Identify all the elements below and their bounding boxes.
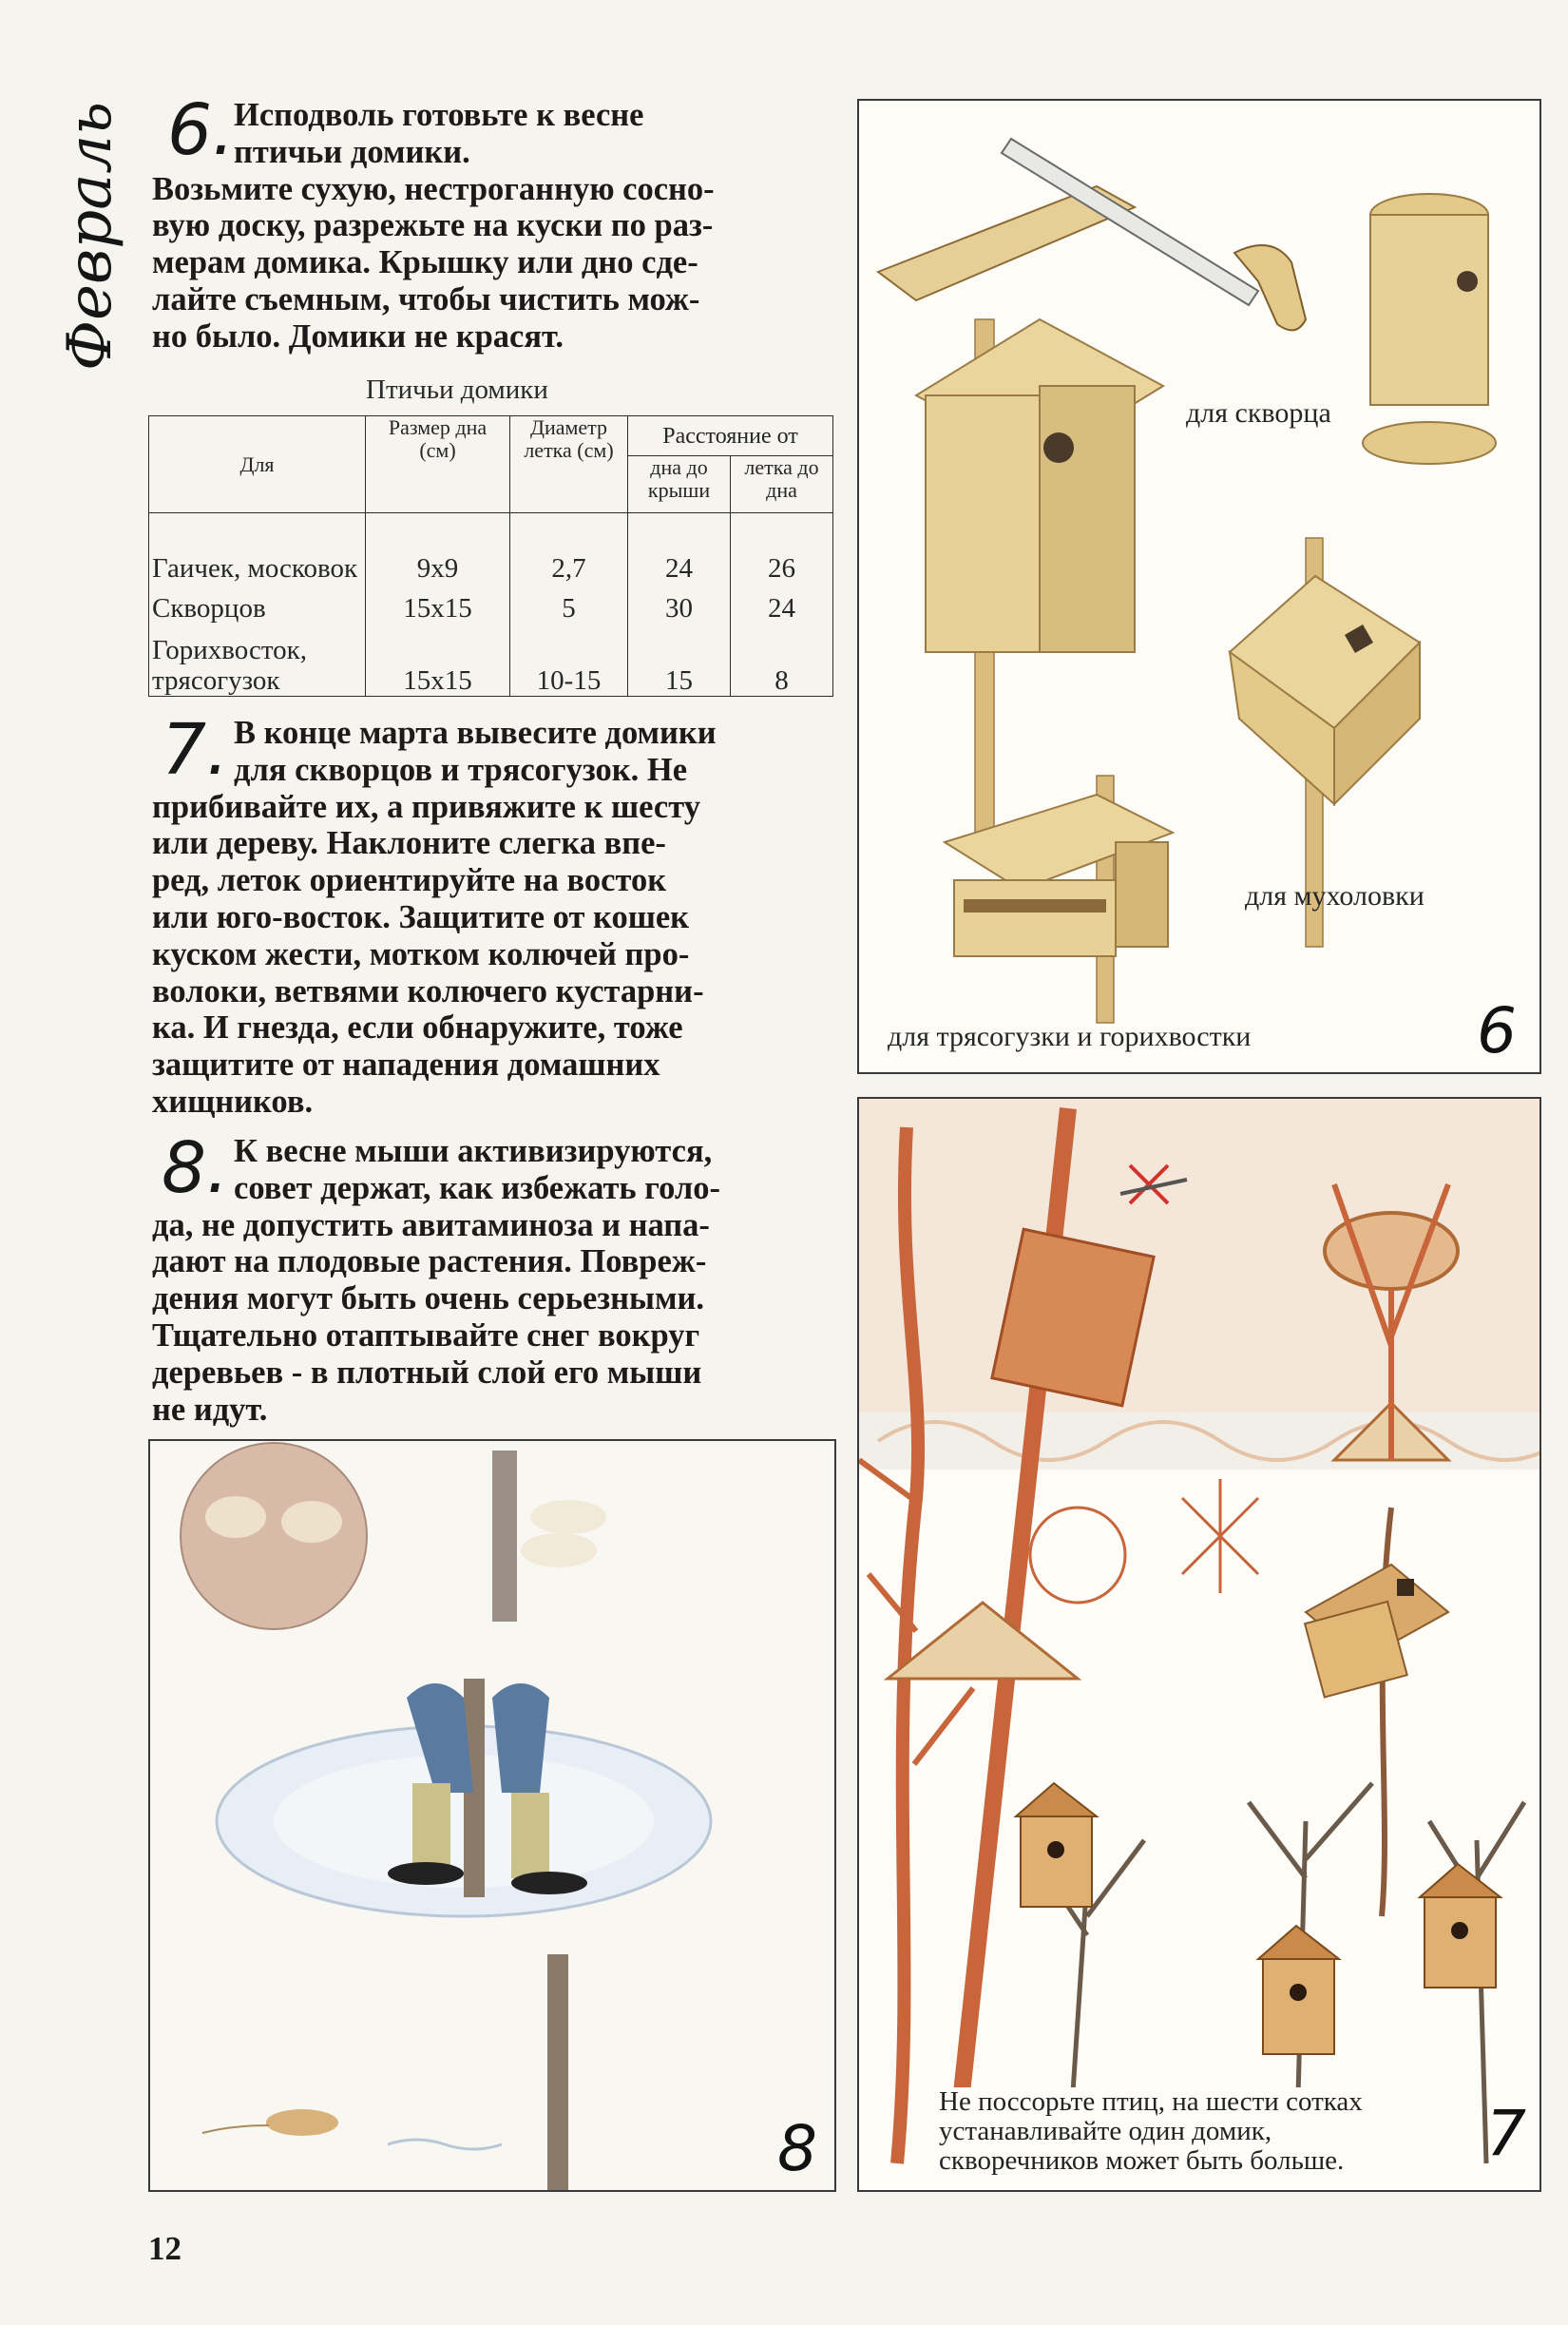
text-line: ред, леток ориентируйте на восток (152, 862, 667, 899)
text-line: или юго-восток. Защитите от кошек (152, 898, 690, 935)
text-line: или дереву. Наклоните слегка впе- (152, 825, 666, 862)
figure-8-mice (148, 1439, 836, 2192)
row-to-roof: 24 (628, 513, 731, 584)
caption-line: устанавливайте один домик, (939, 2116, 1272, 2146)
birdhouse-illustrations (859, 101, 1539, 1072)
label-wagtail: для трясогузки и горихвостки (888, 1021, 1252, 1052)
section-7-text (152, 709, 834, 1121)
text-line: совет держат, как избежать голо- (234, 1169, 720, 1206)
text-line: Возьмите сухую, нестроганную сосно- (152, 170, 715, 207)
table-row (149, 624, 833, 696)
section-7-number: 7. (162, 709, 229, 791)
text-line: но было. Домики не красят. (152, 317, 564, 355)
text-line: хищников. (152, 1083, 314, 1120)
burrow-circle (181, 1443, 367, 1629)
nest (1325, 1213, 1458, 1289)
text-line: птичьи домики. (234, 133, 470, 170)
text-line: деревьев - в плотный слой его мыши (152, 1354, 702, 1391)
row-name: Горихвосток, трясогузок (149, 624, 366, 696)
label-flycatcher: для мухоловки (1245, 880, 1425, 912)
mouse (266, 2109, 338, 2136)
header-to-bottom: летка до дна (731, 456, 833, 513)
tree-protection-illustration (859, 1099, 1539, 2190)
text-line: прибивайте их, а привяжите к шесту (152, 788, 700, 825)
figure-6-number: 6 (1477, 994, 1517, 1067)
text-line: да, не допустить авитаминоза и напа- (152, 1206, 710, 1243)
text-line: вую доску, разрежьте на куски по раз- (152, 207, 714, 244)
row-to-bottom: 24 (731, 584, 833, 624)
row-diameter: 2,7 (510, 513, 628, 584)
text-line: не идут. (152, 1391, 268, 1428)
row-to-bottom: 26 (731, 513, 833, 584)
figure-6-birdhouses (857, 99, 1541, 1074)
row-size: 9x9 (366, 513, 510, 584)
row-name: Скворцов (149, 584, 366, 624)
text-line: дают на плодовые растения. Повреж- (152, 1243, 707, 1280)
header-for: Для (149, 416, 366, 513)
row-name: Гаичек, московок (149, 513, 366, 584)
text-line: ка. И гнезда, если обнаружите, тоже (152, 1009, 683, 1047)
figure-7-number: 7 (1486, 2097, 1526, 2170)
header-distance: Расстояние от (628, 416, 833, 456)
barbed-wire-coil (1030, 1508, 1125, 1603)
text-line: дения могут быть очень серьезными. (152, 1280, 704, 1317)
text-line: Тщательно отаптывайте снег вокруг (152, 1316, 700, 1354)
text-line: К весне мыши активизируются, (234, 1133, 713, 1169)
row-to-roof: 15 (628, 624, 731, 696)
small-birdhouses (1016, 1783, 1501, 2054)
text-line: для скворцов и трясогузок. Не (234, 751, 688, 788)
tree-stem (492, 1451, 517, 1622)
entrance-hole (1457, 271, 1478, 292)
text-line: лайте съемным, чтобы чистить мож- (152, 280, 700, 317)
starling-house (926, 395, 1040, 652)
row-to-bottom: 8 (731, 624, 833, 696)
page-number: 12 (148, 2230, 182, 2267)
text-line: мерам домика. Крышку или дно сде- (152, 244, 698, 281)
row-to-roof: 30 (628, 584, 731, 624)
section-8-number: 8. (162, 1127, 229, 1209)
table-row (149, 513, 833, 584)
text-line: куском жести, мотком колючей про- (152, 935, 690, 972)
text-line: В конце марта вывесите домики (234, 715, 717, 751)
section-6-text (152, 89, 834, 355)
month-running-head: Февраль (55, 102, 125, 371)
header-to-roof: дна до крыши (628, 456, 731, 513)
text-line: волоки, ветвями колючего кустарни- (152, 972, 704, 1009)
header-bottom-size: Размер дна (см) (366, 416, 510, 513)
cone-guard (888, 1603, 1078, 1679)
mice-illustration (150, 1441, 834, 2190)
cylinder-birdhouse (1370, 215, 1488, 405)
row-diameter: 5 (510, 584, 628, 624)
birdhouse-table (148, 415, 833, 697)
row-diameter: 10-15 (510, 624, 628, 696)
figure-7-tree-protection (857, 1097, 1541, 2192)
caption-line: скворечников может быть больше. (939, 2145, 1345, 2176)
figure-8-number: 8 (777, 2112, 817, 2185)
figure-7-caption (939, 2087, 1471, 2176)
section-6-number: 6. (167, 89, 235, 171)
text-line: защитите от нападения домашних (152, 1047, 660, 1084)
row-size: 15x15 (366, 584, 510, 624)
section-8-text (152, 1127, 834, 1428)
caption-line: Не поссорьте птиц, на шести сотках (939, 2086, 1363, 2117)
label-starling: для скворца (1186, 397, 1331, 429)
table-row (149, 584, 833, 624)
text-line: Исподволь готовьте к весне (234, 97, 644, 133)
row-size: 15x15 (366, 624, 510, 696)
header-hole-diameter: Диаметр летка (см) (510, 416, 628, 513)
table-caption: Птичьи домики (366, 375, 548, 405)
